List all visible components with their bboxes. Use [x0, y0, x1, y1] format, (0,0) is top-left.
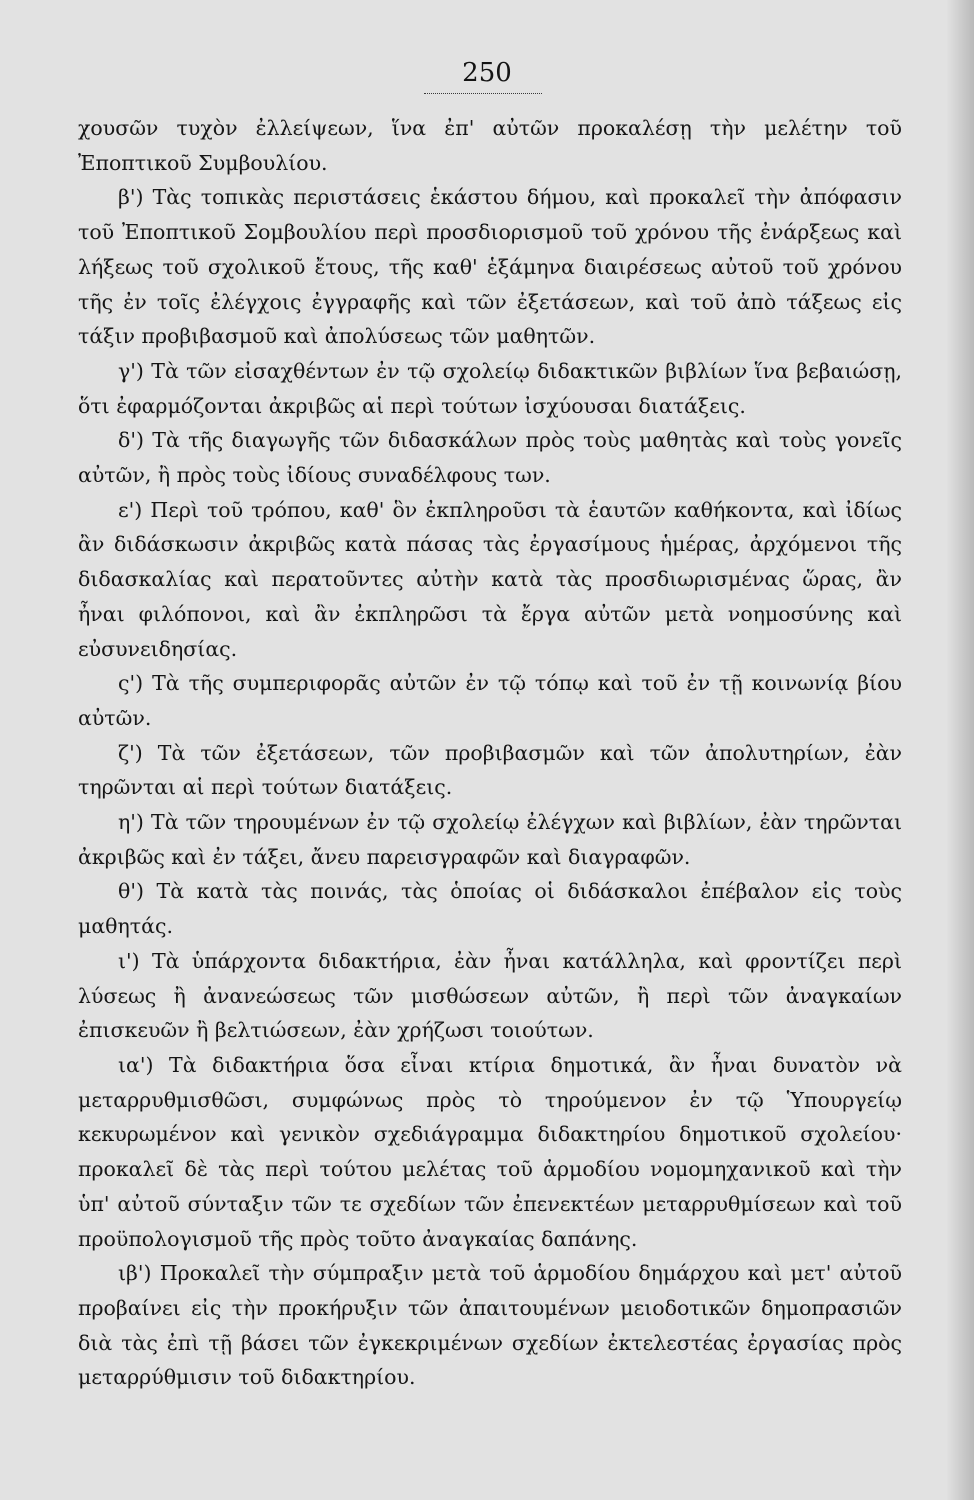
paragraph-item-beta: β') Τὰς τοπικὰς περιστάσεις ἑκάστου δήμου, καὶ προκαλεῖ τὴν ἀπόφασιν τοῦ Ἐποπτικοῦ Σομβουλίου περὶ προσδιορισμοῦ τοῦ χρόνου τῆς ἐνάρξεως καὶ λήξεως τοῦ σχολικοῦ ἔτους, τῆς καθ' ἑξάμηνα διαιρέσεως αὐτοῦ τοῦ χρόνου τῆς ἐν τοῖς ἐλέγχοις ἐγγραφῆς καὶ τῶν ἐξετάσεων, καὶ τοῦ ἀπὸ τάξεως εἰς τάξιν προβιβασμοῦ καὶ ἀπολύσεως τῶν μαθητῶν. [78, 185, 902, 349]
paragraph-item-iota-alpha: ια') Τὰ διδακτήρια ὅσα εἶναι κτίρια δημοτικά, ἂν ἦναι δυνατὸν νὰ μεταρρυθμισθῶσι, συμφώνως πρὸς τὸ τηρούμενον ἐν τῷ Ὑπουργείῳ κεκυρωμένον καὶ γενικὸν σχεδιάγραμμα διδακτηρίου δημοτικοῦ σχολείου· προκαλεῖ δὲ τὰς περὶ τούτου μελέτας τοῦ ἁρμοδίου νομομηχανικοῦ καὶ τὴν ὑπ' αὐτοῦ σύνταξιν τῶν τε σχεδίων τῶν ἐπενεκτέων μεταρρυθμίσεων καὶ τοῦ προϋπολογισμοῦ τῆς πρὸς τοῦτο ἀναγκαίας δαπάνης. [78, 1052, 902, 1251]
paragraph-item-gamma: γ') Τὰ τῶν εἰσαχθέντων ἐν τῷ σχολείῳ διδακτικῶν βιβλίων ἵνα βεβαιώσῃ, ὅτι ἐφαρμόζονται ἀκριβῶς αἱ περὶ τούτων ἰσχύουσαι διατάξεις. [78, 358, 902, 418]
paragraph-item-delta: δ') Τὰ τῆς διαγωγῆς τῶν διδασκάλων πρὸς τοὺς μαθητὰς καὶ τοὺς γονεῖς αὐτῶν, ἢ πρὸς τοὺς ἰδίους συναδέλφους των. [78, 428, 902, 488]
paragraph-item-epsilon: ε') Περὶ τοῦ τρόπου, καθ' ὃν ἐκπληροῦσι τὰ ἑαυτῶν καθήκοντα, καὶ ἰδίως ἂν διδάσκωσιν ἀκριβῶς κατὰ πάσας τὰς ἐργασίμους ἡμέρας, ἀρχόμενοι τῆς διδασκαλίας καὶ περατοῦντες αὐτὴν κατὰ τὰς προσδιωρισμένας ὥρας, ἂν ἦναι φιλόπονοι, καὶ ἂν ἐκπληρῶσι τὰ ἔργα αὐτῶν μετὰ νοημοσύνης καὶ εὐσυνειδησίας. [78, 497, 902, 661]
paragraph-item-stigma: ς') Τὰ τῆς συμπεριφορᾶς αὐτῶν ἐν τῷ τόπῳ καὶ τοῦ ἐν τῇ κοινωνίᾳ βίου αὐτῶν. [78, 671, 902, 730]
page-edge-shadow [946, 0, 974, 1500]
page-number: 250 [462, 58, 512, 88]
paragraph-item-theta: θ') Τὰ κατὰ τὰς ποινάς, τὰς ὁποίας οἱ διδάσκαλοι ἐπέβαλον εἰς τοὺς μαθητάς. [78, 879, 902, 939]
paragraph-item-iota-beta: ιβ') Προκαλεῖ τὴν σύμπραξιν μετὰ τοῦ ἁρμοδίου δημάρχου καὶ μετ' αὐτοῦ προβαίνει εἰς τὴν προκήρυξιν τῶν ἀπαιτουμένων μειοδοτικῶν δημοπρασιῶν διὰ τὰς ἐπὶ τῇ βάσει τῶν ἐγκεκριμένων σχεδίων ἐκτελεστέας ἐργασίας πρὸς μεταρρύθμισιν τοῦ διδακτηρίου. [78, 1261, 902, 1390]
paragraph-continuation: χουσῶν τυχὸν ἐλλείψεων, ἵνα ἐπ' αὐτῶν προκαλέσῃ τὴν μελέτην τοῦ Ἐποπτικοῦ Συμβουλίου. [78, 116, 902, 175]
header-rule [424, 93, 542, 94]
paragraph-item-eta: η') Τὰ τῶν τηρουμένων ἐν τῷ σχολείῳ ἐλέγχων καὶ βιβλίων, ἐὰν τηρῶνται ἀκριβῶς καὶ ἐν τάξει, ἄνευ παρεισγραφῶν καὶ διαγραφῶν. [78, 810, 902, 869]
paragraph-item-zeta: ζ') Τὰ τῶν ἐξετάσεων, τῶν προβιβασμῶν καὶ τῶν ἀπολυτηρίων, ἐὰν τηρῶνται αἱ περὶ τούτων διατάξεις. [78, 740, 902, 800]
paragraph-item-iota: ι') Τὰ ὑπάρχοντα διδακτήρια, ἐὰν ἦναι κατάλληλα, καὶ φροντίζει περὶ λύσεως ἢ ἀνανεώσεως τῶν μισθώσεων αὐτῶν, ἢ περὶ τῶν ἀναγκαίων ἐπισκευῶν ἢ βελτιώσεων, ἐὰν χρήζωσι τοιούτων. [78, 948, 902, 1043]
body-text [78, 111, 902, 1395]
